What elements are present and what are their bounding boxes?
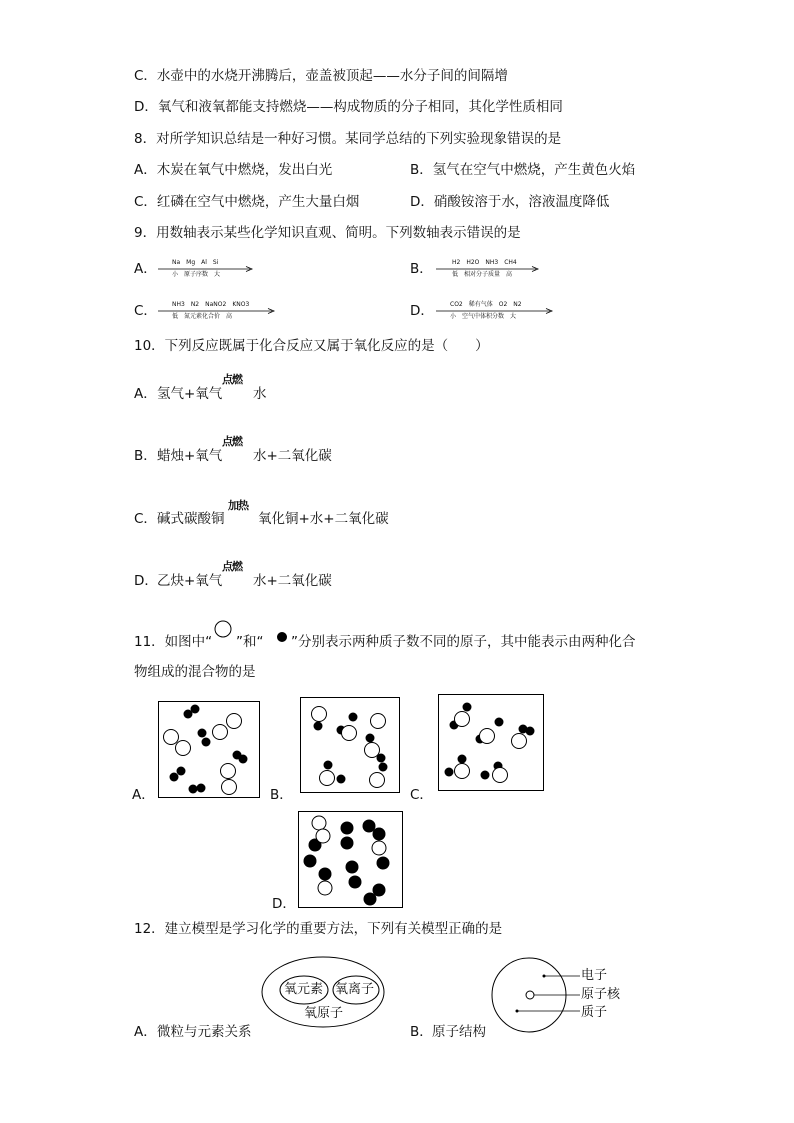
q10-option-b-condition: 点燃: [222, 435, 242, 448]
q8-option-b: B．氢气在空气中燃烧，产生黄色火焰: [410, 162, 636, 178]
q11-option-c-letter: C．: [410, 787, 433, 803]
q11-option-a-letter: A．: [132, 787, 155, 803]
q10-option-b-reactants: 蜡烛+氧气: [157, 448, 223, 464]
q10-option-c-letter: C．: [134, 511, 157, 527]
q11-option-d-letter: D．: [272, 896, 296, 912]
q9-axis-a-top: Na Mg Al Si: [172, 259, 219, 266]
q12-option-b-letter: B．: [410, 1024, 433, 1040]
venn-inner-label-1: 氧元素: [284, 982, 324, 997]
q9-axis-d-bottom: 小 空气中体积分数 大: [450, 313, 517, 320]
q10-option-c-condition: 加热: [228, 499, 248, 512]
q12-option-b-caption: 原子结构: [432, 1024, 486, 1040]
q10-option-d-products: 水+二氧化碳: [253, 573, 332, 589]
atom-label-nucleus: 原子核: [581, 987, 621, 1002]
q7-option-c: C．水壶中的水烧开沸腾后，壶盖被顶起——水分子间的间隔增: [134, 68, 508, 84]
venn-outer-label: 氧原子: [304, 1006, 344, 1021]
q10-option-a-products: 水: [253, 386, 267, 402]
q9-axis-b-bottom: 低 相对分子质量 高: [452, 271, 513, 278]
q9-axis-b-top: H2 H2O NH3 CH4: [452, 259, 517, 266]
q9-stem: 9．用数轴表示某些化学知识直观、简明。下列数轴表示错误的是: [134, 225, 521, 241]
q10-option-d-reactants: 乙炔+氧气: [157, 573, 223, 589]
q9-axis-a-bottom: 小 原子序数 大: [172, 271, 221, 278]
q8-option-c: C．红磷在空气中燃烧，产生大量白烟: [134, 194, 360, 210]
q10-option-d-condition: 点燃: [222, 560, 242, 573]
q9-option-d-letter: D．: [410, 303, 434, 319]
q8-option-a: A．木炭在氧气中燃烧，发出白光: [134, 162, 333, 178]
q11-option-a-diagram: [158, 701, 260, 798]
q11-option-b-diagram: [300, 697, 400, 793]
q9-option-c-letter: C．: [134, 303, 157, 319]
venn-inner-label-2: 氧离子: [335, 982, 375, 997]
q10-option-c-reactants: 碱式碳酸铜: [157, 511, 225, 527]
q8-option-d: D．硝酸铵溶于水，溶液温度降低: [410, 194, 610, 210]
q11-stem-line2: 物组成的混合物的是: [134, 664, 256, 680]
atomic-structure-diagram: [490, 957, 582, 1033]
open-circle-atom-icon: [214, 620, 234, 640]
q9-axis-d-top: CO2 稀有气体 O2 N2: [450, 301, 522, 308]
q11-stem-part1: 11．如图中“: [134, 634, 213, 650]
q11-stem-part3: ”分别表示两种质子数不同的原子，其中能表示由两种化合: [291, 634, 636, 650]
q12-stem: 12．建立模型是学习化学的重要方法，下列有关模型正确的是: [134, 921, 503, 937]
q9-axis-c-bottom: 低 氮元素化合价 高: [172, 313, 233, 320]
filled-circle-atom-icon: [276, 631, 290, 645]
q11-option-c-diagram: [438, 694, 544, 791]
q10-option-b-products: 水+二氧化碳: [253, 448, 332, 464]
q12-option-a-letter: A．: [134, 1024, 157, 1040]
q10-option-a-condition: 点燃: [222, 373, 242, 386]
q9-axis-c-top: NH3 N2 NaNO2 KNO3: [172, 301, 250, 308]
q10-option-b-letter: B．: [134, 448, 157, 464]
q10-option-c-products: 氧化铜+水+二氧化碳: [258, 511, 389, 527]
q11-stem-part2: ”和“: [236, 634, 264, 650]
q9-option-a-letter: A．: [134, 261, 157, 277]
q12-option-a-caption: 微粒与元素关系: [157, 1024, 252, 1040]
q9-option-b-letter: B．: [410, 261, 433, 277]
atom-label-electron: 电子: [581, 968, 608, 983]
q11-option-d-diagram: [298, 811, 403, 908]
q10-stem: 10．下列反应既属于化合反应又属于氧化反应的是（ ）: [134, 338, 489, 354]
q8-stem: 8．对所学知识总结是一种好习惯。某同学总结的下列实验现象错误的是: [134, 131, 562, 147]
q10-option-a-letter: A．: [134, 386, 157, 402]
q11-option-b-letter: B．: [270, 787, 293, 803]
q7-option-d: D．氧气和液氧都能支持燃烧——构成物质的分子相同，其化学性质相同: [134, 99, 563, 115]
atom-label-proton: 质子: [581, 1005, 608, 1020]
q10-option-d-letter: D．: [134, 573, 158, 589]
q10-option-a-reactants: 氢气+氧气: [157, 386, 223, 402]
